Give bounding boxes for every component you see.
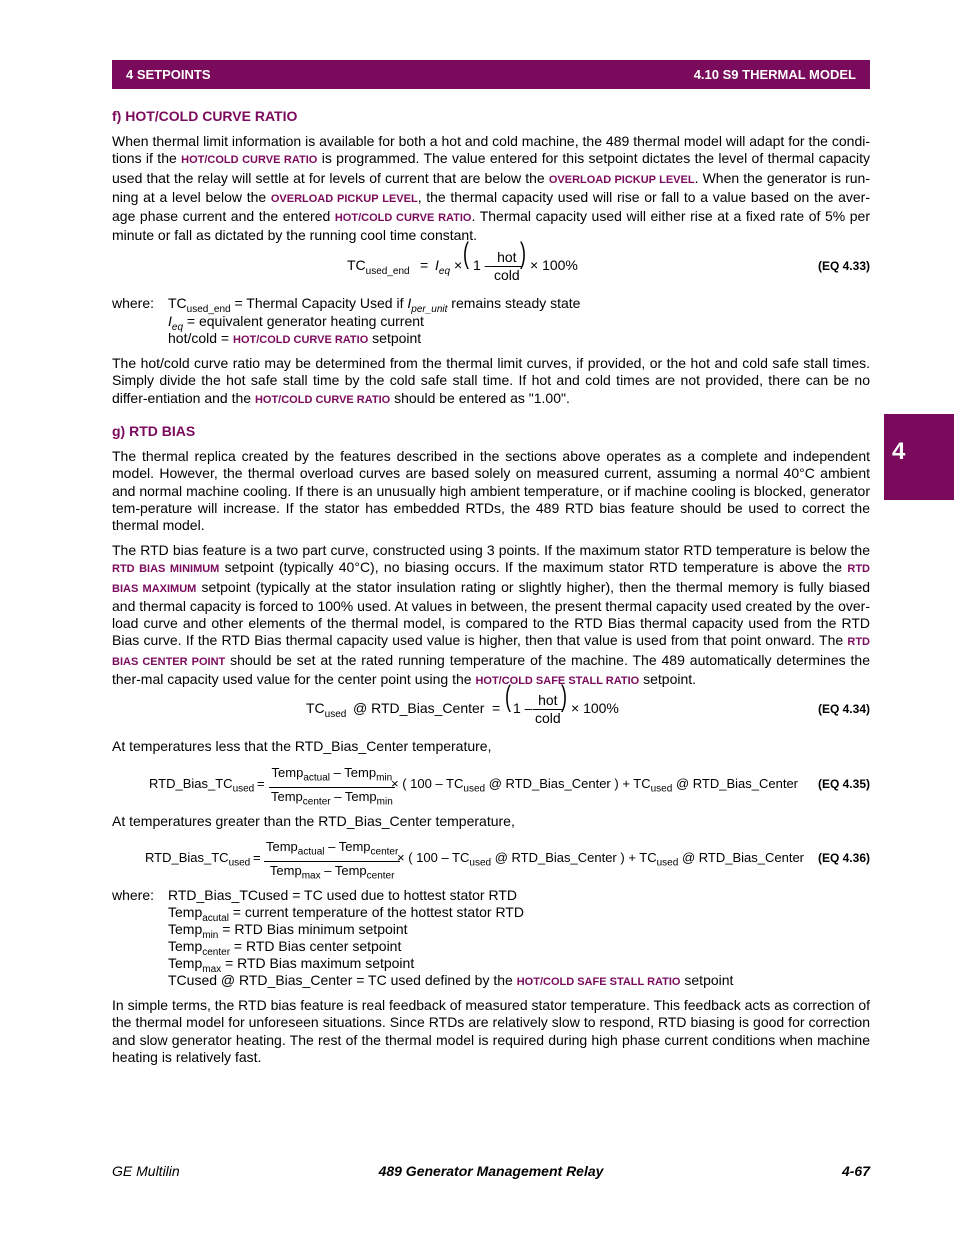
- text: should be entered as "1.00".: [390, 389, 570, 406]
- setpoint-keyword: HOT/COLD CURVE RATIO: [181, 154, 318, 167]
- chapter-number: 4: [892, 438, 906, 465]
- eq-lhs: $RTD\_Bias\_TC_{used}$: [149, 776, 255, 795]
- eq-current: $I_{eq}$: [435, 257, 451, 277]
- header-section: 4 SETPOINTS: [126, 67, 211, 82]
- paragraph-rtd-curve: [112, 542, 870, 690]
- equation-number: (EQ 4.35): [817, 777, 870, 791]
- setpoint-keyword: HOT/COLD CURVE RATIO: [254, 393, 391, 406]
- where-row: hot/cold = HOT/COLD CURVE RATIO setpoint: [168, 330, 422, 346]
- text: setpoint (typically 40°C), no biasing occurs. If the maximum stator RTD temperature is above the: [219, 559, 848, 576]
- text: should be set at the rated running temperature of the machine. The 489 automatically determines the ther-mal capacity used value for the center point using the: [112, 651, 870, 688]
- paragraph-rtd-intro: The thermal replica created by the features described in the sections above operates as a complete and independent model. However, the thermal overload curves are based solely on measured current, assuming a normal 40°C ambient and normal machine cooling. If there is an unusually high ambient temperature, or if machine cooling is blocked, generator tem-perature will increase. If the stator has embedded RTDs, the 489 RTD bias feature should be used to correct the thermal model.: [112, 448, 870, 534]
- text: is programmed. The value entered for this setpoint dictates the level of thermal capacity used that the relay will settle at for levels of current that are below the: [112, 150, 870, 186]
- setpoint-keyword: RTD BIAS CENTER POINT: [112, 636, 870, 668]
- chapter-tab: [884, 414, 954, 500]
- page-header: [112, 60, 870, 89]
- text: . Thermal capacity used will either rise at a fixed rate of 5% per minute or fall as dictated by the running cool time constant.: [112, 208, 870, 244]
- eq-tail: × ( $100 - TC_{used}$ @ RTD_Bias_Center ) + $TC_{used}$ @ RTD_Bias_Center: [391, 776, 798, 795]
- eq-lhs: $TC_{used\_end}$: [347, 257, 410, 277]
- where-row: Temp$_{min}$ = RTD Bias minimum setpoint: [168, 921, 408, 941]
- text: setpoint.: [639, 671, 697, 688]
- eq-times: ×: [454, 257, 463, 273]
- equation-4-34: $TC_{used}$ @ RTD_Bias_Center = ( 1 – hot cold ) × 100% (EQ 4.34): [306, 680, 870, 727]
- section-title-hot-cold: f) HOT/COLD CURVE RATIO: [112, 108, 298, 124]
- eq-fraction: hot cold: [494, 249, 520, 284]
- paragraph-rtd-summary: In simple terms, the RTD bias feature is real feedback of measured stator temperature. This feedback acts as correction of the thermal model for unforeseen situations. Since RTDs are relatively slow to respond, RTD biasing is good for correction and slow generator heating. The rest of the thermal model is required during high phase current conditions when machine heating is relatively fast.: [112, 997, 870, 1065]
- where-row: Temp$_{center}$ = RTD Bias center setpoint: [168, 938, 402, 958]
- equation-number: (EQ 4.34): [817, 702, 870, 716]
- eq-fraction: Temp$_{actual}$ – Temp$_{min}$ Temp$_{center}$ – Temp$_{min}$: [271, 765, 393, 808]
- where-row: $TC_{used\_end}$ = Thermal Capacity Used if $I_{per\_unit}$ remains steady state: [168, 295, 581, 315]
- eq-fraction: Temp$_{actual}$ – Temp$_{center}$ Temp$_{max}$ – Temp$_{center}$: [266, 839, 399, 882]
- section-title-rtd-bias: g) RTD BIAS: [112, 423, 196, 439]
- setpoint-keyword: HOT/COLD CURVE RATIO: [334, 212, 472, 225]
- eq-tail: × 100%: [571, 700, 619, 716]
- text: , the thermal capacity used will rise or fall to a value based on the aver-age phase current and the entered: [112, 188, 870, 225]
- eq-equals: =: [420, 257, 429, 273]
- where-row: Temp$_{acutal}$ = current temperature of the hottest stator RTD: [168, 904, 524, 924]
- setpoint-keyword: OVERLOAD PICKUP LEVEL: [548, 173, 695, 186]
- footer-product: 489 Generator Management Relay: [378, 1163, 604, 1179]
- text: . When the generator is run-ning at a level below the: [112, 169, 871, 205]
- setpoint-keyword: OVERLOAD PICKUP LEVEL: [270, 192, 418, 205]
- eq-equals: =: [253, 850, 261, 865]
- eq-lhs: $RTD\_Bias\_TC_{used}$: [145, 850, 251, 869]
- equation-number: (EQ 4.36): [817, 851, 870, 865]
- eq-equals: =: [492, 700, 501, 716]
- eq-tail: × 100%: [530, 257, 578, 273]
- setpoint-keyword: HOT/COLD SAFE STALL RATIO: [475, 675, 640, 688]
- footer-page-number: 4-67: [841, 1163, 870, 1179]
- setpoint-keyword: RTD BIAS MINIMUM: [112, 563, 220, 576]
- text: When thermal limit information is available for both a hot and cold machine, the 489 thermal model will adapt for the condi-tions if the: [112, 133, 870, 167]
- paragraph-less-than: At temperatures less that the RTD_Bias_Center temperature,: [112, 738, 492, 754]
- header-subsection: 4.10 S9 THERMAL MODEL: [693, 67, 856, 82]
- where-label: where:: [112, 295, 155, 311]
- paragraph-greater-than: At temperatures greater than the RTD_Bias_Center temperature,: [112, 813, 515, 829]
- eq-lhs: $TC_{used}$: [306, 700, 347, 720]
- text: The RTD bias feature is a two part curve, constructed using 3 points. If the maximum stator RTD temperature is below the: [112, 542, 870, 558]
- setpoint-keyword: RTD BIAS MAXIMUM: [112, 563, 870, 595]
- footer-company: GE Multilin: [112, 1163, 180, 1179]
- eq-at-center: @ RTD_Bias_Center: [353, 700, 485, 716]
- where-row: TCused @ RTD_Bias_Center = TC used defined by the HOT/COLD SAFE STALL RATIO setpoint: [168, 972, 734, 988]
- paragraph-hot-cold-intro: [112, 133, 870, 245]
- paragraph-hot-cold-ratio: [112, 355, 870, 409]
- eq-one-minus: 1 –: [513, 700, 533, 716]
- where-row: Temp$_{max}$ = RTD Bias maximum setpoint: [168, 955, 415, 975]
- eq-equals: =: [257, 776, 265, 791]
- where-row: $I_{eq}$ = equivalent generator heating current: [168, 313, 424, 333]
- equation-4-36: [112, 838, 870, 882]
- equation-4-35: [112, 764, 870, 808]
- equation-number: (EQ 4.33): [817, 259, 870, 273]
- eq-fraction: hot cold: [535, 692, 561, 727]
- where-label: where:: [112, 887, 155, 903]
- where-row: RTD_Bias_TCused = TC used due to hottest stator RTD: [168, 887, 518, 903]
- equation-4-33: $TC_{used\_end}$ = $I_{eq}$ × ( 1 – hot cold ) × 100% (EQ 4.33): [347, 237, 870, 284]
- eq-one-minus: 1 –: [473, 257, 493, 273]
- text: The hot/cold curve ratio may be determined from the thermal limit curves, if provided, or the hot and cold safe stall times. Simply divide the hot safe stall time by the cold safe stall time. If hot and cold times are not provided, there can be no differ-entiation and the: [112, 355, 870, 406]
- text: setpoint (typically at the stator insulation rating or slightly higher), then the thermal memory is fully biased and thermal capacity is forced to 100% used. At values in between, the present thermal capacity used created by the over-load curve and other elements of the thermal model, is compared to the RTD Bias thermal capacity used from the RTD Bias curve. If the RTD Bias thermal capacity used value is higher, then that value is used from that point onward. The: [112, 578, 871, 649]
- eq-tail: × ( $100 - TC_{used}$ @ RTD_Bias_Center ) + $TC_{used}$ @ RTD_Bias_Center: [397, 850, 804, 869]
